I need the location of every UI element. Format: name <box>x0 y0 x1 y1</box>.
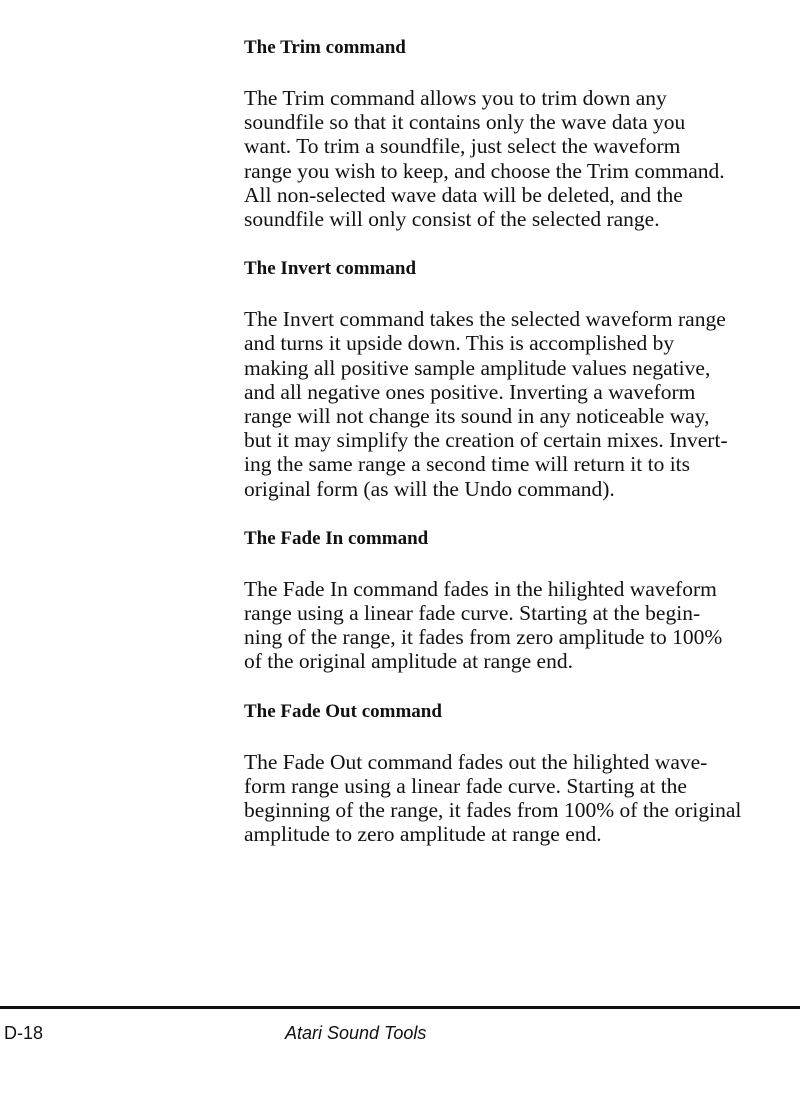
body-line: The Trim command allows you to trim down any <box>244 86 667 110</box>
body-line: want. To trim a soundfile, just select the waveform <box>244 134 681 159</box>
body-line: range using a linear fade curve. Starting at the begin- <box>244 601 701 626</box>
body-line: and all negative ones positive. Inverting a waveform <box>244 379 696 404</box>
body-line: beginning of the range, it fades from 100% of the original <box>244 798 742 823</box>
page-content <box>244 36 800 872</box>
body-line: ning of the range, it fades from zero amplitude to 100% <box>244 625 723 650</box>
footer-rule <box>0 1006 800 1009</box>
section-fade-in <box>244 527 800 674</box>
section-fade-out <box>244 700 800 847</box>
section-trim <box>244 36 800 231</box>
section-heading: The Invert command <box>244 258 417 280</box>
section-heading: The Fade In command <box>244 527 429 549</box>
body-line: making all positive sample amplitude values negative, <box>244 355 711 380</box>
section-heading: The Fade Out command <box>244 700 442 722</box>
body-line: The Fade Out command fades out the hilighted wave- <box>244 749 708 774</box>
section-body <box>244 750 800 847</box>
body-line: form range using a linear fade curve. Starting at the <box>244 773 687 798</box>
section-body <box>244 577 800 674</box>
body-line: range you wish to keep, and choose the Trim command. <box>244 158 725 183</box>
body-line: but it may simplify the creation of certain mixes. Invert- <box>244 428 728 453</box>
body-line: and turns it upside down. This is accomplished by <box>244 331 675 356</box>
body-line: soundfile so that it contains only the wave data you <box>244 110 686 135</box>
body-line: The Fade In command fades in the hilighted waveform <box>244 576 717 601</box>
section-heading: The Trim command <box>244 37 406 58</box>
body-line: range will not change its sound in any noticeable way, <box>244 404 710 429</box>
body-line: of the original amplitude at range end. <box>244 649 573 674</box>
body-line: ing the same range a second time will return it to its <box>244 452 691 477</box>
body-line: original form (as will the Undo command). <box>244 476 615 501</box>
body-line: amplitude to zero amplitude at range end. <box>244 822 602 847</box>
body-line: The Invert command takes the selected waveform range <box>244 307 726 332</box>
section-body <box>244 307 800 501</box>
body-line: All non-selected wave data will be deleted, and the <box>244 182 683 207</box>
body-line: soundfile will only consist of the selected range. <box>244 207 660 232</box>
section-body <box>244 86 800 231</box>
book-title: Atari Sound Tools <box>285 1023 427 1043</box>
page-number: D-18 <box>4 1023 44 1043</box>
section-invert <box>244 257 800 501</box>
